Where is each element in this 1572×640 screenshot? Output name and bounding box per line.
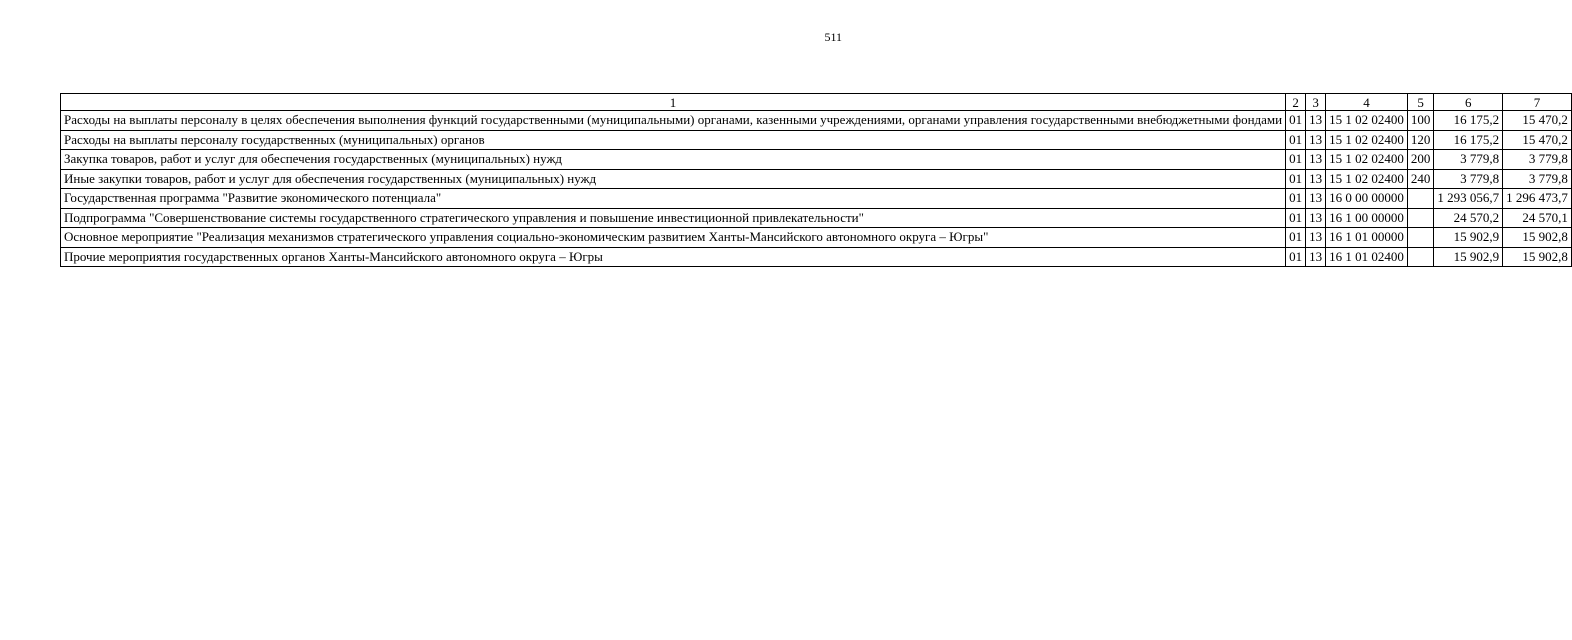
subsection-code-cell: 13 (1306, 130, 1326, 150)
subsection-code-cell: 13 (1306, 111, 1326, 131)
target-article-cell: 15 1 02 02400 (1326, 130, 1408, 150)
amount-year1-cell: 24 570,2 (1434, 208, 1503, 228)
expense-name-cell: Основное мероприятие "Реализация механизмов стратегического управления социально-экономическим развитием Ханты-Мансийского автономного округа – Югры" (61, 228, 1286, 248)
table-body (61, 111, 1572, 267)
subsection-code-cell: 13 (1306, 208, 1326, 228)
amount-year2-cell: 15 902,8 (1503, 247, 1572, 267)
column-header-1: 1 (61, 94, 1286, 111)
amount-year1-cell: 3 779,8 (1434, 169, 1503, 189)
amount-year2-cell: 15 470,2 (1503, 111, 1572, 131)
section-code-cell: 01 (1286, 247, 1306, 267)
amount-year1-cell: 16 175,2 (1434, 130, 1503, 150)
subsection-code-cell: 13 (1306, 247, 1326, 267)
expense-type-cell (1407, 189, 1434, 209)
column-header-2: 2 (1286, 94, 1306, 111)
target-article-cell: 16 1 00 00000 (1326, 208, 1408, 228)
expense-type-cell (1407, 247, 1434, 267)
page-number: 511 (824, 30, 842, 44)
subsection-code-cell: 13 (1306, 150, 1326, 170)
expense-name-cell: Подпрограмма "Совершенствование системы государственного стратегического управления и повышение инвестиционной привлекательности" (61, 208, 1286, 228)
table-row (61, 228, 1572, 248)
amount-year1-cell: 15 902,9 (1434, 228, 1503, 248)
expense-type-cell (1407, 228, 1434, 248)
expense-name-cell: Расходы на выплаты персоналу в целях обеспечения выполнения функций государственными (муниципальными) органами, казенными учреждениями, органами управления государственными внебюджетными фондами (61, 111, 1286, 131)
column-header-3: 3 (1306, 94, 1326, 111)
expense-type-cell: 200 (1407, 150, 1434, 170)
header-row (61, 94, 1572, 111)
section-code-cell: 01 (1286, 228, 1306, 248)
table-row (61, 247, 1572, 267)
expense-type-cell: 100 (1407, 111, 1434, 131)
section-code-cell: 01 (1286, 208, 1306, 228)
amount-year1-cell: 16 175,2 (1434, 111, 1503, 131)
expense-name-cell: Прочие мероприятия государственных органов Ханты-Мансийского автономного округа – Югры (61, 247, 1286, 267)
subsection-code-cell: 13 (1306, 228, 1326, 248)
amount-year1-cell: 1 293 056,7 (1434, 189, 1503, 209)
amount-year2-cell: 24 570,1 (1503, 208, 1572, 228)
section-code-cell: 01 (1286, 130, 1306, 150)
table-row (61, 111, 1572, 131)
table-row (61, 189, 1572, 209)
subsection-code-cell: 13 (1306, 189, 1326, 209)
column-header-6: 6 (1434, 94, 1503, 111)
section-code-cell: 01 (1286, 189, 1306, 209)
budget-table (60, 93, 1572, 267)
table-row (61, 208, 1572, 228)
target-article-cell: 15 1 02 02400 (1326, 169, 1408, 189)
amount-year2-cell: 3 779,8 (1503, 150, 1572, 170)
section-code-cell: 01 (1286, 169, 1306, 189)
section-code-cell: 01 (1286, 111, 1306, 131)
expense-type-cell: 240 (1407, 169, 1434, 189)
expense-name-cell: Государственная программа "Развитие экономического потенциала" (61, 189, 1286, 209)
expense-name-cell: Иные закупки товаров, работ и услуг для обеспечения государственных (муниципальных) нужд (61, 169, 1286, 189)
amount-year2-cell: 1 296 473,7 (1503, 189, 1572, 209)
column-header-5: 5 (1407, 94, 1434, 111)
table-row (61, 130, 1572, 150)
target-article-cell: 15 1 02 02400 (1326, 150, 1408, 170)
subsection-code-cell: 13 (1306, 169, 1326, 189)
amount-year1-cell: 3 779,8 (1434, 150, 1503, 170)
section-code-cell: 01 (1286, 150, 1306, 170)
amount-year1-cell: 15 902,9 (1434, 247, 1503, 267)
target-article-cell: 16 0 00 00000 (1326, 189, 1408, 209)
expense-type-cell: 120 (1407, 130, 1434, 150)
expense-name-cell: Закупка товаров, работ и услуг для обеспечения государственных (муниципальных) нужд (61, 150, 1286, 170)
column-header-7: 7 (1503, 94, 1572, 111)
target-article-cell: 16 1 01 02400 (1326, 247, 1408, 267)
table-row (61, 150, 1572, 170)
column-header-4: 4 (1326, 94, 1408, 111)
expense-type-cell (1407, 208, 1434, 228)
amount-year2-cell: 15 470,2 (1503, 130, 1572, 150)
table-row (61, 169, 1572, 189)
target-article-cell: 15 1 02 02400 (1326, 111, 1408, 131)
amount-year2-cell: 3 779,8 (1503, 169, 1572, 189)
amount-year2-cell: 15 902,8 (1503, 228, 1572, 248)
target-article-cell: 16 1 01 00000 (1326, 228, 1408, 248)
expense-name-cell: Расходы на выплаты персоналу государственных (муниципальных) органов (61, 130, 1286, 150)
